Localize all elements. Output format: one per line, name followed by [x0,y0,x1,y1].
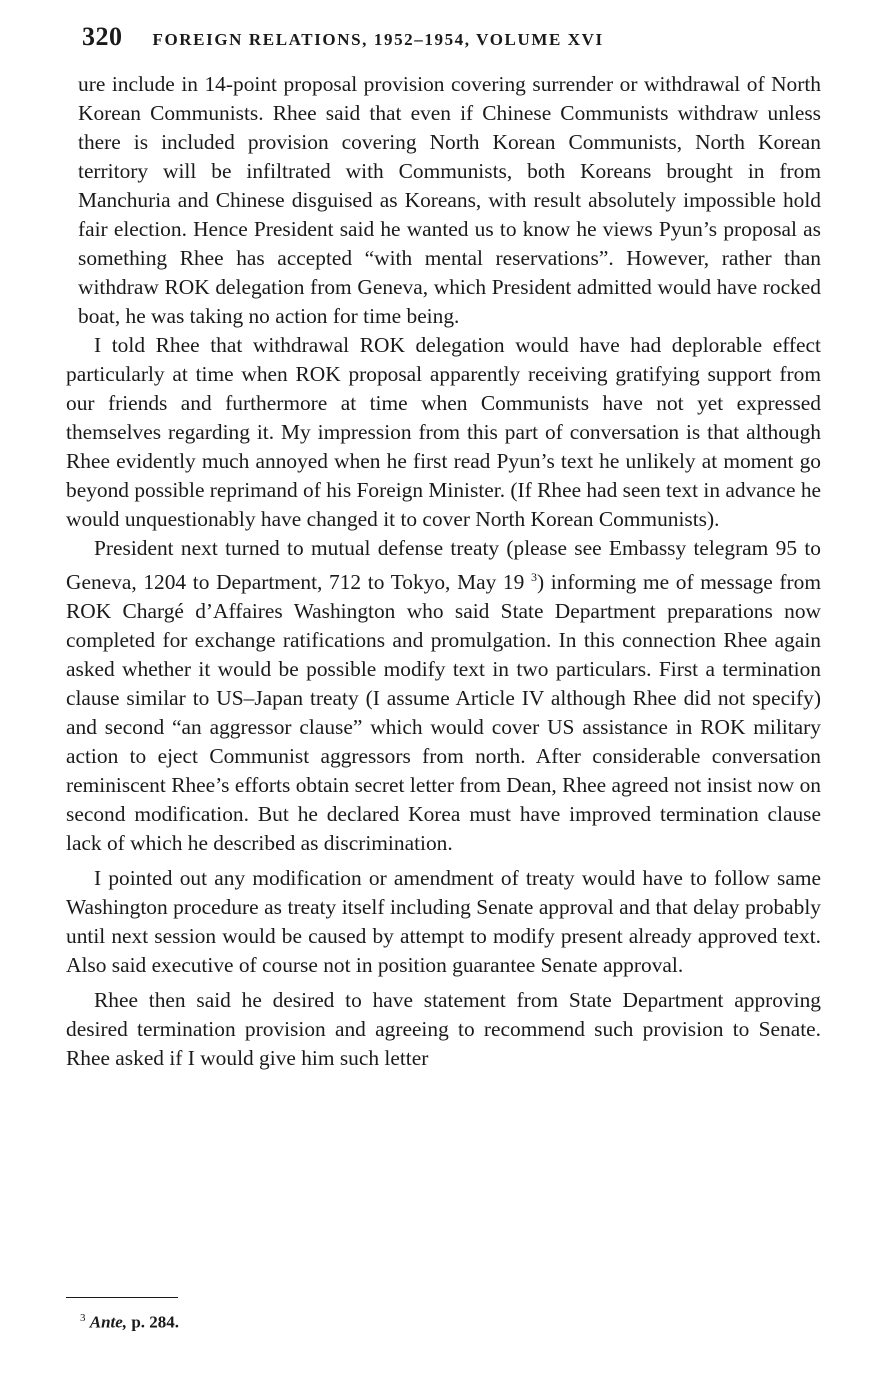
footnote-marker: 3 [80,1312,86,1324]
paragraph-text: ) [537,570,545,595]
paragraph: I pointed out any modification or amendment of treaty would have to follow same Washington procedure as treaty itself including Senate approval and that delay probably until next session would be caused by attempt to modify present already approved text. Also said executive of course not in position guarantee Senate approval. [66,866,821,978]
paragraph-text: President next turned to mutual defense treaty (please see Embassy telegram 95 to Geneva, 1204 to Department, 712 to Tokyo, May 19 [66,536,821,595]
footnote-source: Ante, [89,1312,128,1332]
page-header [82,22,820,62]
paragraph: Rhee then said he desired to have statement from State Department approving desired termination provision and agreeing to recommend such provision to Senate. Rhee asked if I would give him such letter [66,988,821,1071]
paragraph [66,534,821,858]
footnote-page: p. 284. [131,1312,180,1332]
footnote [80,1312,179,1333]
paragraph: I told Rhee that withdrawal ROK delegation would have had deplorable effect particularly at time when ROK proposal apparently receiving gratifying support from our friends and furthermore at time when Communists have not yet expressed themselves regarding it. My impression from this part of conversation is that although Rhee evidently much annoyed when he first read Pyun’s text he unlikely at moment go beyond possible reprimand of his Foreign Minister. (If Rhee had seen text in advance he would unquestionably have changed it to cover North Korean Communists). [66,333,822,531]
body-text [66,70,821,1073]
page-number: 320 [82,22,123,51]
running-head: FOREIGN RELATIONS, 1952–1954, VOLUME XVI [152,30,604,49]
paragraph: ure include in 14-point proposal provision covering surrender or withdrawal of North Korean Communists. Rhee said that even if Chinese Communists withdraw unless there is included provision covering North Korean Communists, North Korean territory will be infiltrated with Communists, both Koreans brought in from Manchuria and Chinese disguised as Koreans, with result absolutely impossible hold fair election. Hence President said he wanted us to know he views Pyun’s proposal as something Rhee has accepted “with mental reservations”. However, rather than withdraw ROK delegation from Geneva, which President admitted would have rocked boat, he was taking no action for time being. [78,72,821,328]
footnote-reference: 3 [531,570,537,584]
paragraph-text: informing me of message from ROK Chargé d’Affaires Washington who said State Department preparations now completed for exchange ratifications and promulgation. In this connection Rhee again asked whether it would be possible modify text in two particulars. First a termination clause similar to US–Japan treaty (I assume Article IV although Rhee did not specify) and second “an aggressor clause” which would cover US assistance in ROK military action to eject Communist aggressors from north. After considerable conversation reminiscent Rhee’s efforts obtain secret letter from Dean, Rhee agreed not insist now on second modification. But he declared Korea must have improved termination clause lack of which he described as discrimination. [66,570,821,856]
footnote-divider [66,1297,178,1298]
